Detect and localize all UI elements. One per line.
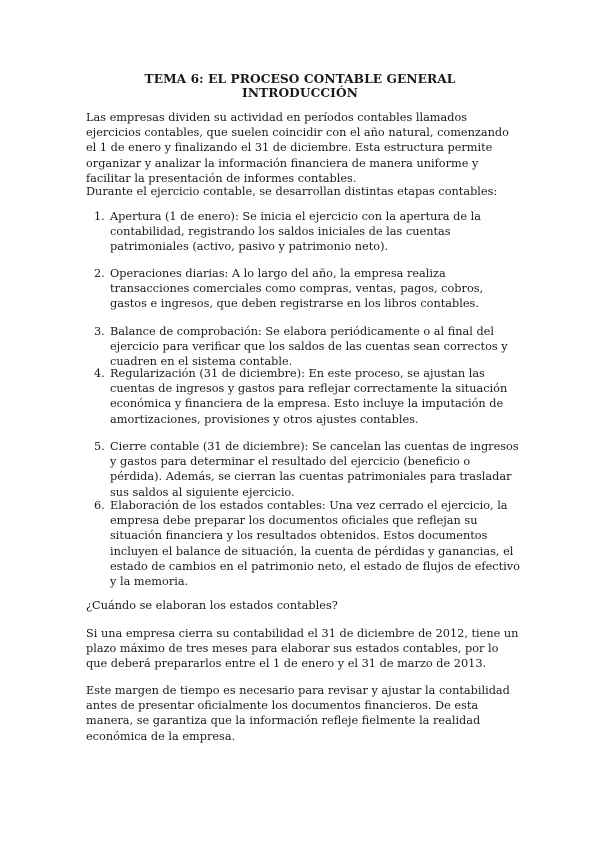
list-item-number: 6.: [94, 499, 105, 512]
list-item-number: 3.: [94, 325, 105, 338]
list-item-number: 5.: [94, 440, 105, 453]
answer-paragraph: Si una empresa cierra su contabilidad el 31 de diciembre de 2012, tiene un plazo máximo de tres meses para elaborar sus estados contables, por lo que deberá prepararlos entre el 1 de enero y el 31 de marzo de 2013.: [86, 627, 519, 671]
list-item-text: Operaciones diarias: A lo largo del año, la empresa realiza transacciones comerciales como compras, ventas, pagos, cobros, gastos e ingresos, que deben registrarse en los libros contables.: [110, 267, 484, 311]
title-line-2: INTRODUCCIÓN: [242, 86, 358, 100]
page-title: [0, 72, 600, 100]
list-item-number: 1.: [94, 210, 105, 223]
list-item-text: Elaboración de los estados contables: Una vez cerrado el ejercicio, la empresa debe preparar los documentos oficiales que reflejan su situación financiera y los resultados obtenidos. Estos documentos incluyen el balance de situación, la cuenta de pérdidas y ganancias, el estado de cambios en el patrimonio neto, el estado de flujos de efectivo y la memoria.: [110, 499, 520, 589]
list-item-text: Apertura (1 de enero): Se inicia el ejercicio con la apertura de la contabilidad, registrando los saldos iniciales de las cuentas patrimoniales (activo, pasivo y patrimonio neto).: [110, 210, 481, 254]
title-line-1: TEMA 6: EL PROCESO CONTABLE GENERAL: [144, 72, 456, 86]
question-heading: ¿Cuándo se elaboran los estados contables?: [86, 599, 338, 612]
stages-intro: Durante el ejercicio contable, se desarrollan distintas etapas contables:: [86, 185, 498, 198]
list-item-number: 2.: [94, 267, 105, 280]
intro-paragraph: Las empresas dividen su actividad en períodos contables llamados ejercicios contables, que suelen coincidir con el año natural, comenzando el 1 de enero y finalizando el 31 de diciembre. Esta estructura permite organizar y analizar la información financiera de manera uniforme y facilitar la presentación de informes contables.: [86, 111, 509, 185]
list-item-number: 4.: [94, 367, 105, 380]
list-item-text: Balance de comprobación: Se elabora periódicamente o al final del ejercicio para verificar que los saldos de las cuentas sean correctos y cuadren en el sistema contable.: [110, 325, 508, 369]
list-item-text: Cierre contable (31 de diciembre): Se cancelan las cuentas de ingresos y gastos para determinar el resultado del ejercicio (beneficio o pérdida). Además, se cierran las cuentas patrimoniales para trasladar sus saldos al siguiente ejercicio.: [110, 440, 519, 499]
closing-paragraph: Este margen de tiempo es necesario para revisar y ajustar la contabilidad antes de presentar oficialmente los documentos financieros. De esta manera, se garantiza que la información refleje fielmente la realidad económica de la empresa.: [86, 684, 510, 743]
list-item-text: Regularización (31 de diciembre): En este proceso, se ajustan las cuentas de ingresos y gastos para reflejar correctamente la situación económica y financiera de la empresa. Esto incluye la imputación de amortizaciones, provisiones y otros ajustes contables.: [110, 367, 508, 426]
